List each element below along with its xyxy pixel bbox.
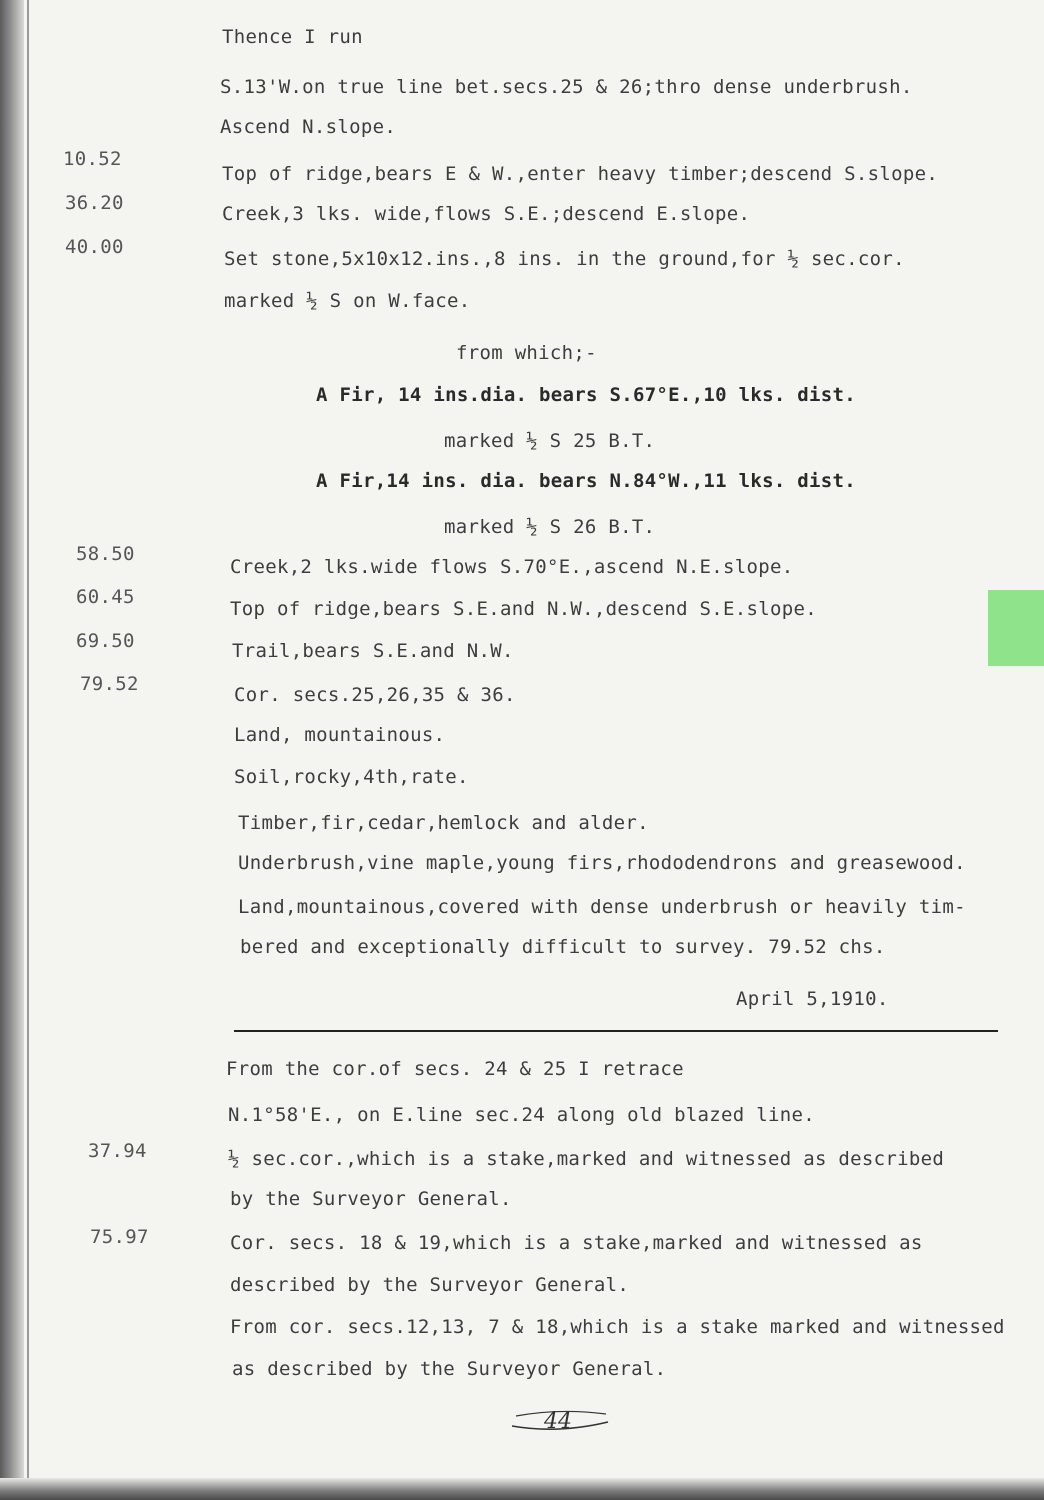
- chain-distance: 79.52: [80, 673, 139, 695]
- note-line: as described by the Surveyor General.: [232, 1358, 667, 1380]
- chain-distance: 69.50: [76, 630, 135, 652]
- note-line: bered and exceptionally difficult to survey. 79.52 chs.: [240, 936, 886, 958]
- note-line: Cor. secs.25,26,35 & 36.: [234, 684, 516, 706]
- chain-distance: 60.45: [76, 586, 135, 608]
- chain-distance: 58.50: [76, 543, 135, 565]
- note-line: marked ½ S 25 B.T.: [444, 430, 656, 452]
- note-line: N.1°58'E., on E.line sec.24 along old blazed line.: [228, 1104, 815, 1126]
- note-line: Soil,rocky,4th,rate.: [234, 766, 469, 788]
- chain-distance: 37.94: [88, 1140, 147, 1162]
- note-line: Thence I run: [222, 26, 363, 48]
- bottom-edge: [0, 1478, 1044, 1500]
- chain-distance: 36.20: [65, 192, 124, 214]
- note-line: marked ½ S 26 B.T.: [444, 516, 656, 538]
- note-line: From cor. secs.12,13, 7 & 18,which is a stake marked and witnessed: [230, 1316, 1005, 1338]
- note-line: A Fir, 14 ins.dia. bears S.67°E.,10 lks. dist.: [316, 384, 856, 406]
- note-line: S.13'W.on true line bet.secs.25 & 26;thro dense underbrush.: [220, 76, 913, 98]
- note-line: A Fir,14 ins. dia. bears N.84°W.,11 lks. dist.: [316, 470, 856, 492]
- entry-date: April 5,1910.: [736, 988, 889, 1010]
- note-line: Creek,2 lks.wide flows S.70°E.,ascend N.E.slope.: [230, 556, 794, 578]
- note-line: Top of ridge,bears S.E.and N.W.,descend S.E.slope.: [230, 598, 817, 620]
- note-line: Land,mountainous,covered with dense underbrush or heavily tim-: [238, 896, 966, 918]
- note-line: Top of ridge,bears E & W.,enter heavy timber;descend S.slope.: [222, 163, 939, 185]
- note-line: from which;-: [456, 342, 597, 364]
- green-index-tab: [988, 590, 1044, 666]
- chain-distance: 75.97: [90, 1226, 149, 1248]
- note-line: described by the Surveyor General.: [230, 1274, 630, 1296]
- note-line: Trail,bears S.E.and N.W.: [232, 640, 514, 662]
- note-line: Set stone,5x10x12.ins.,8 ins. in the ground,for ½ sec.cor.: [224, 248, 905, 270]
- note-line: From the cor.of secs. 24 & 25 I retrace: [226, 1058, 684, 1080]
- margin-rule: [27, 0, 29, 1500]
- chain-distance: 40.00: [65, 236, 124, 258]
- note-line: Cor. secs. 18 & 19,which is a stake,marked and witnessed as: [230, 1232, 923, 1254]
- note-line: ½ sec.cor.,which is a stake,marked and witnessed as described: [228, 1148, 945, 1170]
- note-line: Underbrush,vine maple,young firs,rhododendrons and greasewood.: [238, 852, 966, 874]
- note-line: Timber,fir,cedar,hemlock and alder.: [238, 812, 649, 834]
- binding-edge: [0, 0, 24, 1500]
- note-line: by the Surveyor General.: [230, 1188, 512, 1210]
- chain-distance: 10.52: [63, 148, 122, 170]
- page-number: 44: [544, 1409, 572, 1434]
- section-divider: [234, 1030, 998, 1032]
- note-line: Ascend N.slope.: [220, 116, 397, 138]
- note-line: Creek,3 lks. wide,flows S.E.;descend E.slope.: [222, 203, 751, 225]
- note-line: marked ½ S on W.face.: [224, 290, 471, 312]
- note-line: Land, mountainous.: [234, 724, 446, 746]
